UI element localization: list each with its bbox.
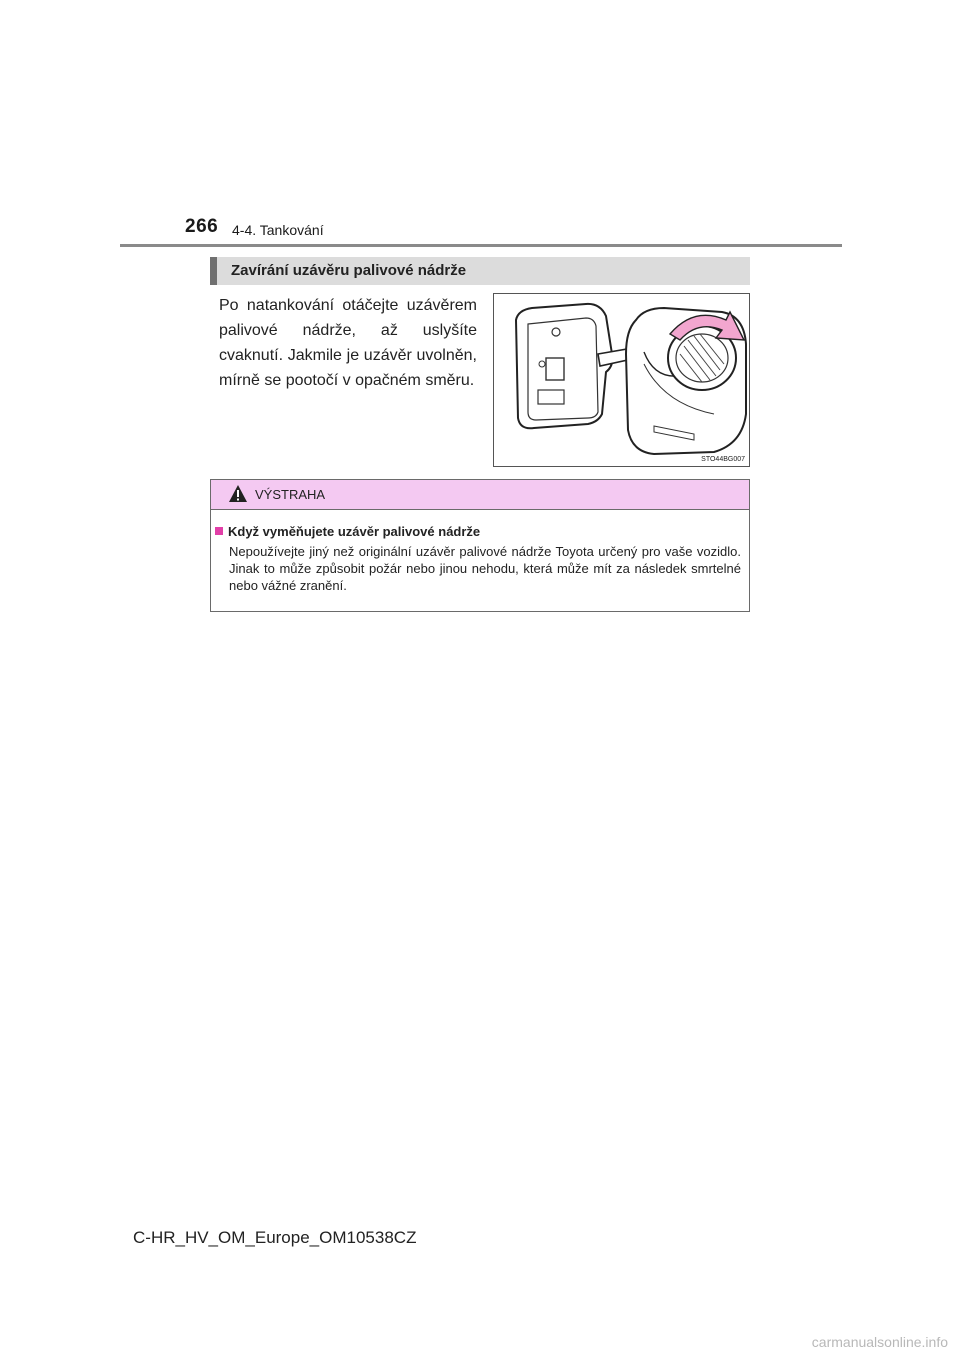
section-title: 4-4. Tankování <box>232 222 324 238</box>
warning-box <box>210 479 750 612</box>
watermark: carmanualsonline.info <box>811 1334 948 1350</box>
fuel-door-drawing <box>494 294 749 466</box>
warning-triangle-icon <box>228 484 248 503</box>
instruction-paragraph: Po natankování otáčejte uzávěrem palivové nádrže, až uslyšíte cvaknutí. Jakmile je uzávěr uvolněn, mírně se pootočí v opačném směru. <box>219 297 477 389</box>
warning-header <box>211 480 749 510</box>
figure-code: STO44BG007 <box>701 456 745 463</box>
warning-label: VÝSTRAHA <box>255 487 326 502</box>
fuel-cap-illustration <box>493 293 750 467</box>
header-rule <box>120 244 842 247</box>
bullet-square-icon <box>215 527 223 535</box>
subheading-title: Zavírání uzávěru palivové nádrže <box>231 262 467 279</box>
warning-item-title-text: Když vyměňujete uzávěr palivové nádrže <box>228 524 481 539</box>
warning-item-title <box>215 524 480 539</box>
page-number: 266 <box>185 216 219 237</box>
warning-item-text: Nepoužívejte jiný než originální uzávěr palivové nádrže Toyota určený pro vaše vozidlo. Jinak to může způsobit požár nebo jinou nehodu, která může mít za následek smrtelné nebo vážné zranění. <box>229 544 741 593</box>
document-id: C-HR_HV_OM_Europe_OM10538CZ <box>133 1228 417 1247</box>
subheading-bar <box>210 257 750 285</box>
